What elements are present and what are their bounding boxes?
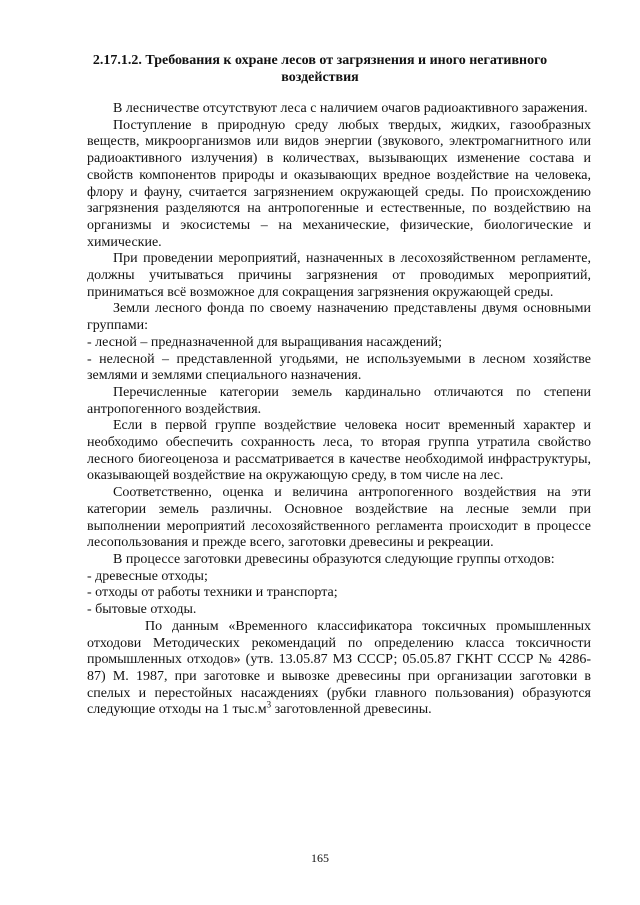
paragraph: Перечисленные категории земель кардинально отличаются по степени антропогенного воздействия. (87, 384, 591, 417)
paragraph: Земли лесного фонда по своему назначению представлены двумя основными группами: (87, 301, 591, 334)
list-item: - лесной – предназначенной для выращивания насаждений; (87, 334, 442, 350)
paragraph (87, 619, 591, 719)
list-item: - древесные отходы; (87, 568, 208, 584)
paragraph: Если в первой группе воздействие человека носит временный характер и необходимо обеспечить сохранность леса, то вторая группа утратила свойство лесного биогеоценоза и рассматривается в качестве необходимой инфраструктуры, оказывающей воздействие на окружающую среду, в том числе на лес. (87, 418, 591, 484)
paragraph: В лесничестве отсутствуют леса с наличием очагов радиоактивного заражения. (113, 101, 588, 116)
list-item: - бытовые отходы. (87, 602, 197, 618)
superscript: 3 (266, 699, 272, 710)
paragraph-text-end: заготовленной древесины. (271, 702, 432, 718)
paragraph-text: По данным «Временного классификатора токсичных промышленных отходови Методических рекомендаций по определению класса токсичности промышленных отходов» (утв. 13.05.87 МЗ СССР; 05.05.87 ГКНТ СССР № 4286-87) М. 1987, при заготовке и вывозке древесины при организации заготовки в спелых и перестойных насаждениях (рубки главного пользования) образуются следующие отходы на 1 тыс.м (87, 618, 591, 718)
section-heading: 2.17.1.2. Требования к охране лесов от загрязнения и иного негативного воздействия (92, 53, 548, 85)
paragraph: В процессе заготовки древесины образуются следующие группы отходов: (113, 551, 555, 567)
list-item: - нелесной – представленной угодьями, не используемыми в лесном хозяйстве землями и землями специального назначения. (87, 351, 591, 384)
paragraph: При проведении мероприятий, назначенных в лесохозяйственном регламенте, должны учитываться причины загрязнения от проводимых мероприятий, приниматься всё возможное для сокращения загрязнения окружающей среды. (87, 251, 591, 300)
body-text (87, 101, 591, 719)
paragraph: Соответственно, оценка и величина антропогенного воздействия на эти категории земель различны. Основное воздействие на лесные земли при выполнении мероприятий лесохозяйственного регламента происходит в процессе лесопользования и прежде всего, заготовки древесины и рекреации. (87, 485, 591, 551)
page-number: 165 (311, 851, 329, 865)
paragraph: Поступление в природную среду любых твердых, жидких, газообразных веществ, микроорганизмов или видов энергии (звукового, электромагнитного или радиоактивного излучения) в количествах, вызывающих изменение состава и свойств компонентов природы и оказывающих вредное воздействие на человека, флору и фауну, считается загрязнением окружающей среды. По происхождению загрязнения разделяются на антропогенные и естественные, по воздействию на организмы и экосистемы – на механические, физические, биологические и химические. (87, 117, 591, 250)
list-item: - отходы от работы техники и транспорта; (87, 585, 338, 601)
